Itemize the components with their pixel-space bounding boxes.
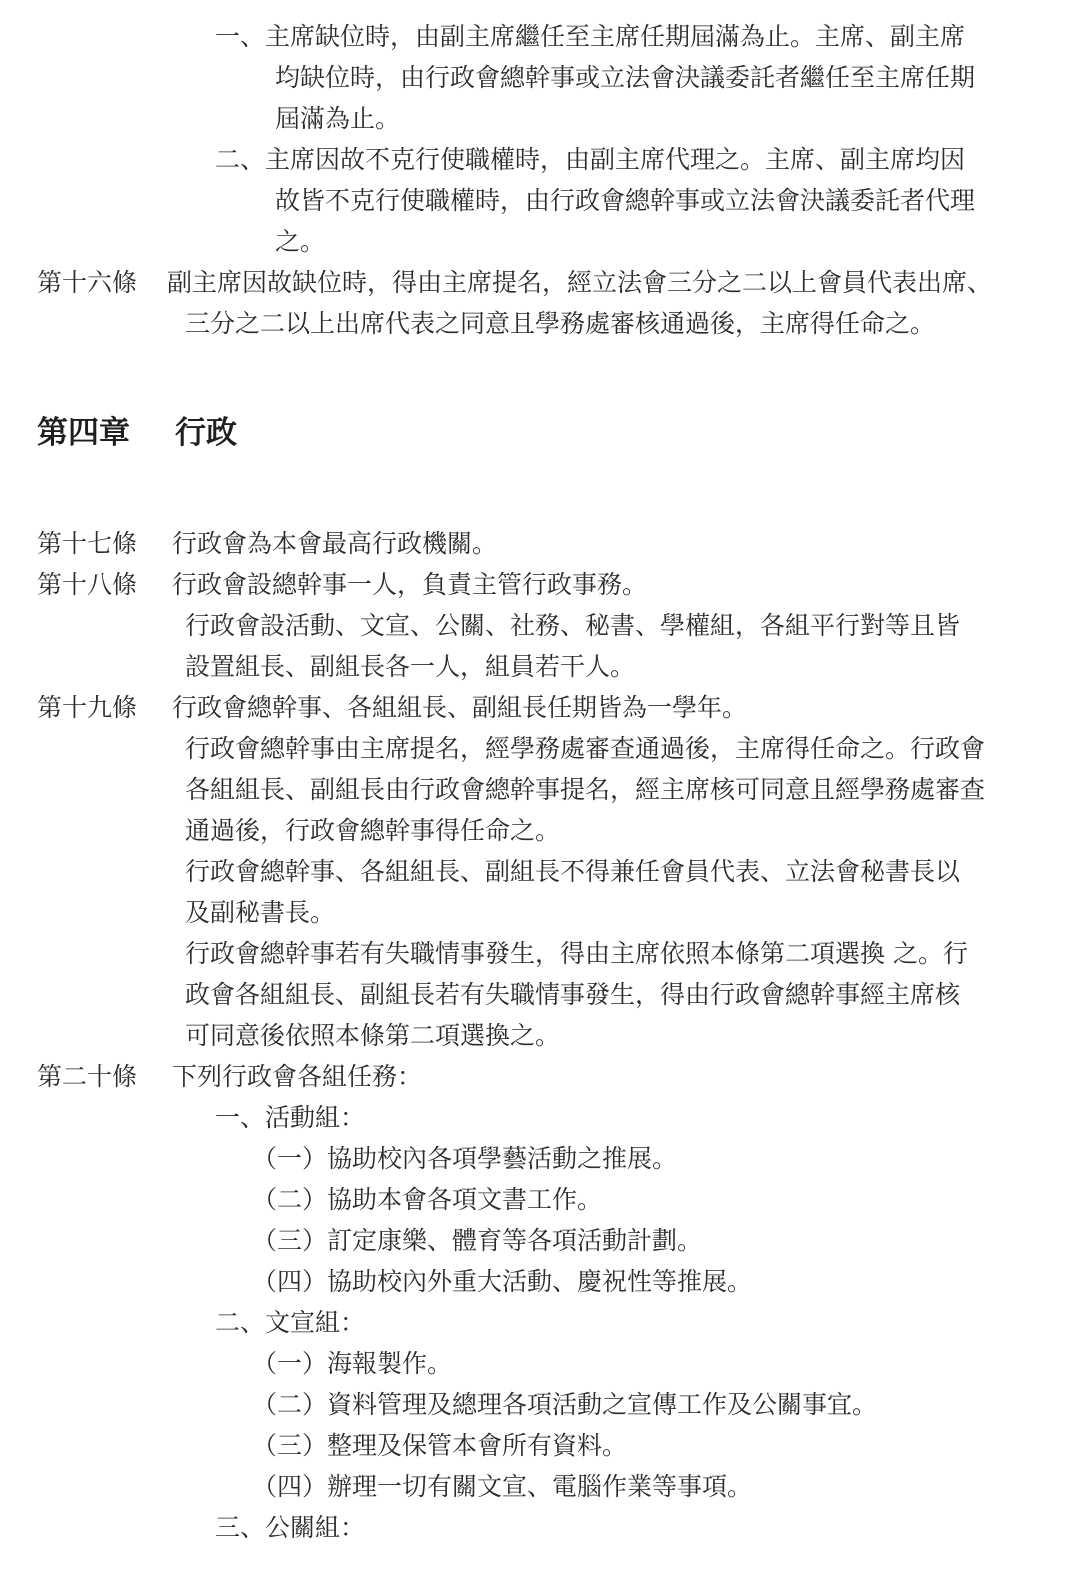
article-19-para4-line-2: 政會各組組長、副組長若有失職情事發生，得由行政會總幹事經主席核 [185, 980, 961, 1009]
article-18-label: 第十八條 [37, 570, 138, 599]
article-16-text: 副主席因故缺位時，得由主席提名，經立法會三分之二以上會員代表出席、 [167, 268, 993, 297]
article-19-para4-line-3: 可同意後依照本條第二項選換之。 [185, 1021, 561, 1050]
group-publicity-title: 二、文宣組： [215, 1308, 366, 1337]
article-19-label: 第十九條 [37, 693, 138, 722]
group-activities-item: （二）協助本會各項文書工作。 [252, 1185, 603, 1214]
chapter-title: 行政 [175, 415, 237, 451]
group-public-relations-title: 三、公關組： [215, 1513, 366, 1542]
article-16-line-2: 三分之二以上出席代表之同意且學務處審核通過後，主席得任命之。 [185, 309, 936, 338]
article-19-para4-line-1: 行政會總幹事若有失職情事發生，得由主席依照本條第二項選換 之。行 [185, 939, 968, 968]
article-18-para2-line-1: 行政會設活動、文宣、公關、社務、秘書、學權組，各組平行對等且皆 [185, 611, 961, 640]
article-20-label: 第二十條 [37, 1062, 138, 1091]
article-19-para3-line-1: 行政會總幹事、各組組長、副組長不得兼任會員代表、立法會秘書長以 [185, 857, 961, 886]
group-activities-title: 一、活動組： [215, 1103, 366, 1132]
clause-2-line-1: 二、主席因故不克行使職權時，由副主席代理之。主席、副主席均因 [215, 145, 966, 174]
clause-1-line-3: 屆滿為止。 [275, 104, 401, 133]
article-17-text: 行政會為本會最高行政機關。 [172, 529, 498, 558]
clause-2-line-3: 之。 [275, 227, 326, 256]
article-18 [37, 564, 647, 605]
clause-1-line-1: 一、主席缺位時，由副主席繼任至主席任期屆滿為止。主席、副主席 [215, 22, 966, 51]
article-19-para2-line-1: 行政會總幹事由主席提名，經學務處審查通過後，主席得任命之。行政會 [185, 734, 986, 763]
group-activities-item: （四）協助校內外重大活動、慶祝性等推展。 [252, 1267, 753, 1296]
group-publicity-item: （三）整理及保管本會所有資料。 [252, 1431, 628, 1460]
group-activities-item: （三）訂定康樂、體育等各項活動計劃。 [252, 1226, 703, 1255]
clause-1-line-2: 均缺位時，由行政會總幹事或立法會決議委託者繼任至主席任期 [275, 63, 976, 92]
article-17-label: 第十七條 [37, 529, 138, 558]
group-publicity-item: （一）海報製作。 [252, 1349, 453, 1378]
article-16-label: 第十六條 [37, 268, 138, 297]
article-18-text: 行政會設總幹事一人，負責主管行政事務。 [172, 570, 648, 599]
group-publicity-item: （二）資料管理及總理各項活動之宣傳工作及公關事宜。 [252, 1390, 878, 1419]
article-20-text: 下列行政會各組任務： [172, 1062, 423, 1091]
article-19 [37, 687, 747, 728]
group-publicity-item: （四）辦理一切有關文宣、電腦作業等事項。 [252, 1472, 753, 1501]
chapter-heading [37, 413, 237, 454]
article-19-para2-line-2: 各組組長、副組長由行政會總幹事提名，經主席核可同意且經學務處審查 [185, 775, 986, 804]
group-activities-item: （一）協助校內各項學藝活動之推展。 [252, 1144, 678, 1173]
article-20 [37, 1056, 422, 1097]
article-19-para3-line-2: 及副秘書長。 [185, 898, 336, 927]
article-17 [37, 523, 497, 564]
article-19-para2-line-3: 通過後，行政會總幹事得任命之。 [185, 816, 561, 845]
article-16-line-1 [37, 262, 992, 303]
article-19-text: 行政會總幹事、各組組長、副組長任期皆為一學年。 [172, 693, 748, 722]
clause-2-line-2: 故皆不克行使職權時，由行政會總幹事或立法會決議委託者代理 [275, 186, 976, 215]
chapter-number: 第四章 [37, 415, 130, 451]
article-18-para2-line-2: 設置組長、副組長各一人，組員若干人。 [185, 652, 636, 681]
